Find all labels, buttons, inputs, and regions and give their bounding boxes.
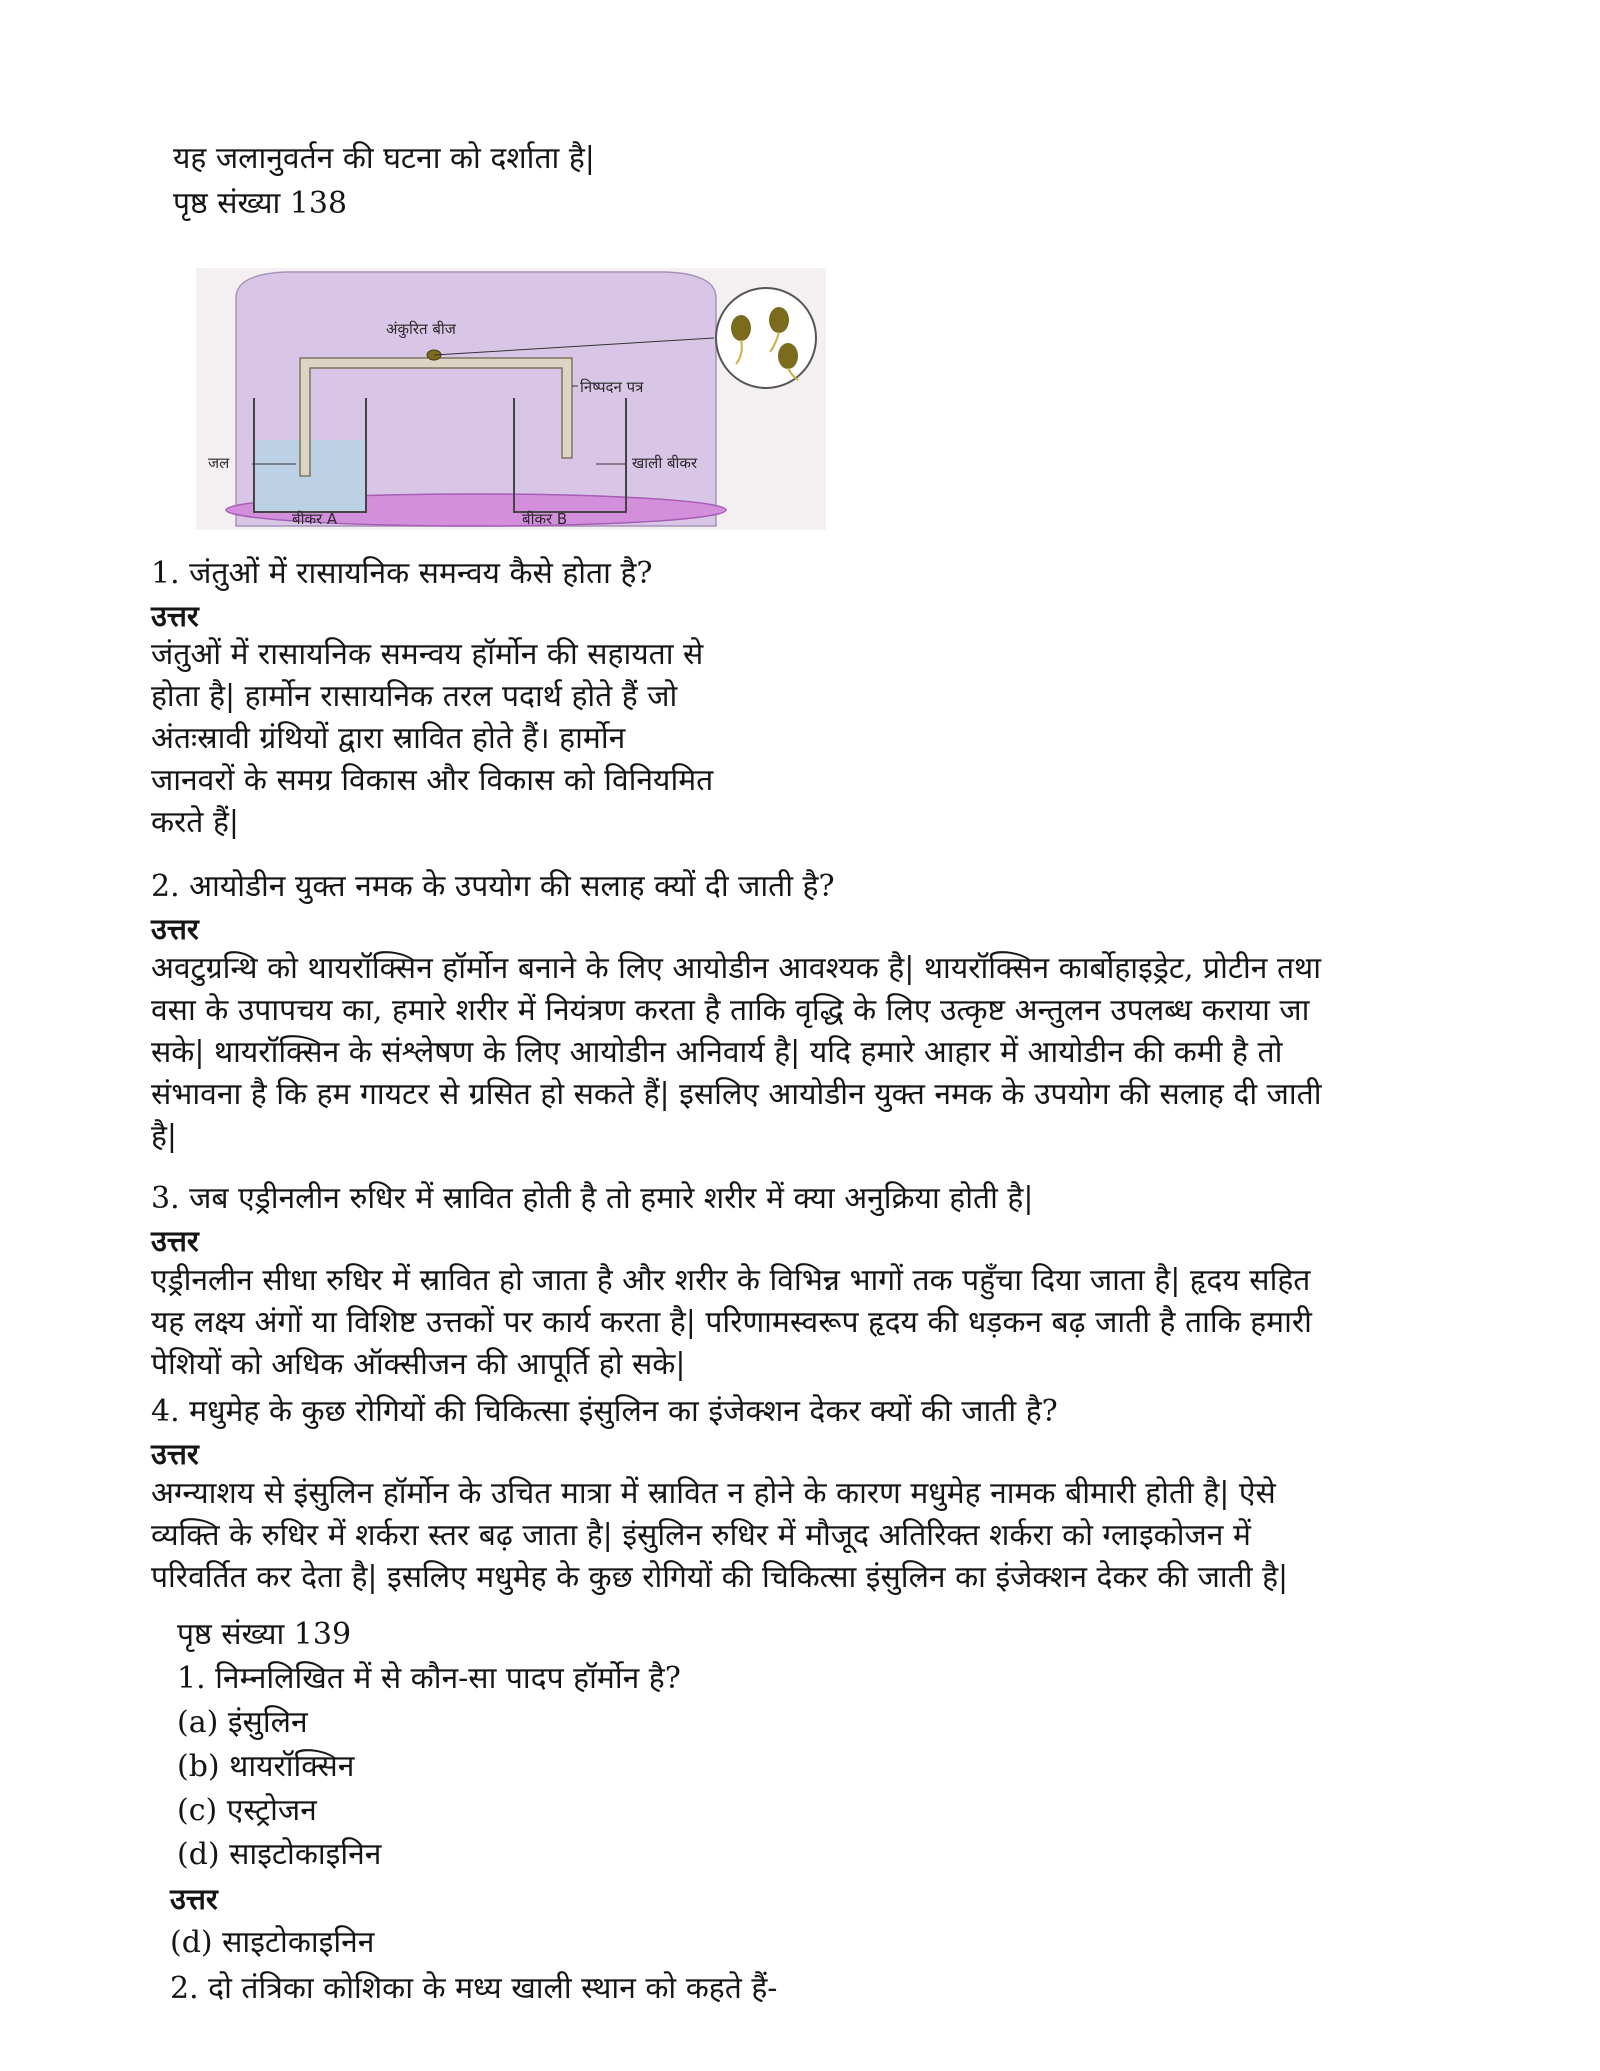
answer-line: अग्न्याशय से इंसुलिन हॉर्मोन के उचित मात्रा में स्रावित न होने के कारण मधुमेह नामक बीमारी होती है| ऐसे <box>151 1476 1276 1511</box>
hydrotropism-figure <box>196 268 826 530</box>
question-2: 2. आयोडीन युक्त नमक के उपयोग की सलाह क्यों दी जाती है? <box>151 869 835 904</box>
question-1: 1. जंतुओं में रासायनिक समन्वय कैसे होता है? <box>151 556 653 591</box>
answer-line: करते हैं| <box>151 805 239 840</box>
mcq-2-question: 2. दो तंत्रिका कोशिका के मध्य खाली स्थान को कहते हैं- <box>170 1971 778 2006</box>
answer-line: एड्रीनलीन सीधा रुधिर में स्रावित हो जाता है और शरीर के विभिन्न भागों तक पहुँचा दिया जाता है| हृदय सहित <box>151 1263 1311 1298</box>
answer-line: व्यक्ति के रुधिर में शर्करा स्तर बढ़ जाता है| इंसुलिन रुधिर में मौजूद अतिरिक्त शर्करा को ग्लाइकोजन में <box>151 1518 1251 1553</box>
answer-line: संभावना है कि हम गायटर से ग्रसित हो सकते हैं| इसलिए आयोडीन युक्त नमक के उपयोग की सलाह दी जाती <box>151 1077 1322 1112</box>
answer-line: अंतःस्रावी ग्रंथियों द्वारा स्रावित होते हैं। हार्मोन <box>151 721 626 756</box>
question-4: 4. मधुमेह के कुछ रोगियों की चिकित्सा इंसुलिन का इंजेक्शन देकर क्यों की जाती है? <box>151 1394 1058 1429</box>
label-filter-paper: निष्पदन पत्र <box>580 378 644 396</box>
answer-line: जानवरों के समग्र विकास और विकास को विनियमित <box>151 763 714 798</box>
label-water: जल <box>208 454 230 472</box>
sprouted-seed-icon <box>778 343 798 369</box>
answer-line: जंतुओं में रासायनिक समन्वय हॉर्मोन की सहायता से <box>151 637 704 672</box>
mcq-1-option-b: (b) थायरॉक्सिन <box>177 1749 355 1784</box>
intro-line: यह जलानुवर्तन की घटना को दर्शाता है| <box>173 141 595 176</box>
label-beaker-a: बीकर A <box>292 510 338 528</box>
answer-label: उत्तर <box>151 1224 199 1258</box>
answer-1 <box>151 634 713 844</box>
answer-line: पेशियों को अधिक ऑक्सीजन की आपूर्ति हो सके| <box>151 1347 686 1382</box>
mcq-1-option-d: (d) साइटोकाइनिन <box>177 1837 382 1872</box>
answer-line: सके| थायरॉक्सिन के संश्लेषण के लिए आयोडीन अनिवार्य है| यदि हमारे आहार में आयोडीन की कमी है तो <box>151 1035 1283 1070</box>
answer-line: वसा के उपापचय का, हमारे शरीर में नियंत्रण करता है ताकि वृद्धि के लिए उत्कृष्ट अन्तुलन उपलब्ध कराया जा <box>151 993 1310 1028</box>
answer-line: अवटुग्रन्थि को थायरॉक्सिन हॉर्मोन बनाने के लिए आयोडीन आवश्यक है| थायरॉक्सिन कार्बोहाइड्रेट, प्रोटीन तथा <box>151 951 1322 986</box>
answer-line: परिवर्तित कर देता है| इसलिए मधुमेह के कुछ रोगियों की चिकित्सा इंसुलिन का इंजेक्शन देकर की जाती है| <box>151 1560 1289 1595</box>
answer-line: है| <box>151 1119 178 1154</box>
answer-label: उत्तर <box>151 1437 199 1471</box>
answer-2 <box>151 948 1322 1158</box>
page-number-138: पृष्ठ संख्या 138 <box>173 186 348 221</box>
label-empty-beaker: खाली बीकर <box>632 454 698 472</box>
answer-4 <box>151 1473 1288 1599</box>
answer-line: होता है| हार्मोन रासायनिक तरल पदार्थ होते हैं जो <box>151 679 678 714</box>
label-beaker-b: बीकर B <box>522 510 568 528</box>
answer-label: उत्तर <box>151 912 199 946</box>
page-number-139: पृष्ठ संख्या 139 <box>177 1617 352 1652</box>
label-seed: अंकुरित बीज <box>386 320 456 338</box>
sprouted-seed-icon <box>731 315 751 341</box>
zoom-circle <box>716 288 816 388</box>
answer-label: उत्तर <box>170 1882 218 1916</box>
question-3: 3. जब एड्रीनलीन रुधिर में स्रावित होती है तो हमारे शरीर में क्या अनुक्रिया होती है| <box>151 1181 1034 1216</box>
answer-3 <box>151 1260 1312 1386</box>
sprouted-seed-icon <box>769 307 789 333</box>
mcq-1-option-c: (c) एस्ट्रोजन <box>177 1793 317 1828</box>
answer-line: यह लक्ष्य अंगों या विशिष्ट उत्तकों पर कार्य करता है| परिणामस्वरूप हृदय की धड़कन बढ़ जाती है ताकि हमारी <box>151 1305 1312 1340</box>
mcq-1-question: 1. निम्नलिखित में से कौन-सा पादप हॉर्मोन है? <box>177 1661 681 1696</box>
mcq-1-option-a: (a) इंसुलिन <box>177 1705 308 1740</box>
mcq-1-answer: (d) साइटोकाइनिन <box>170 1925 375 1960</box>
answer-label: उत्तर <box>151 599 199 633</box>
